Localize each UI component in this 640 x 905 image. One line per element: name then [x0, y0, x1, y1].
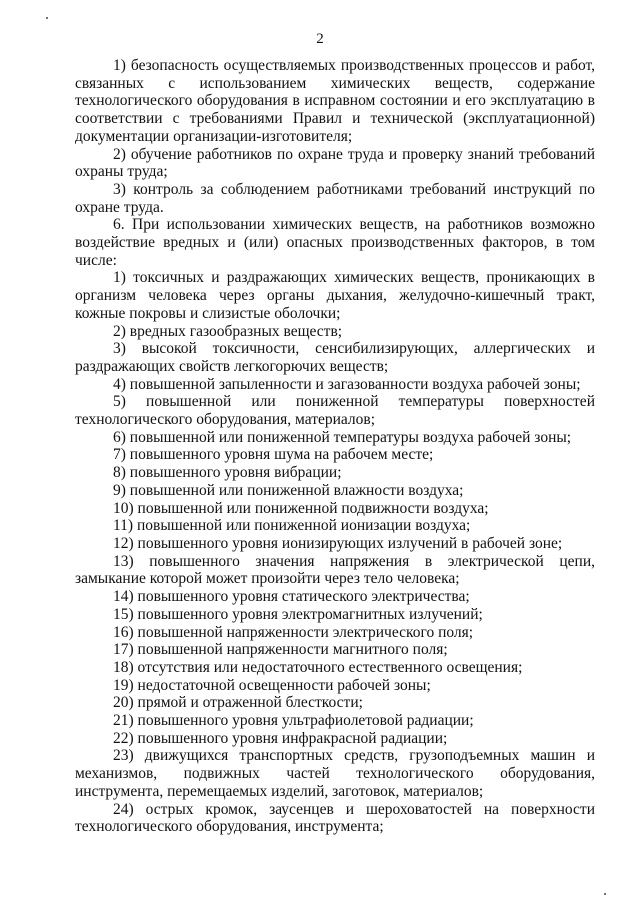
- page-number: 2: [316, 31, 324, 47]
- paragraph: 16) повышенной напряженности электрического поля;: [113, 623, 474, 641]
- paragraph: 6. При использовании химических веществ, на работников возможно воздействие вредных и (или) опасных производственных факторов, в том числе:: [75, 216, 595, 269]
- scan-speck: [604, 893, 606, 895]
- paragraph: 21) повышенного уровня ультрафиолетовой радиации;: [113, 712, 474, 730]
- paragraph: 22) повышенного уровня инфракрасной радиации;: [113, 729, 448, 747]
- paragraph: 3) контроль за соблюдением работниками требований инструкций по охране труда.: [75, 180, 595, 216]
- paragraph: 12) повышенного уровня ионизирующих излучений в рабочей зоне;: [113, 534, 563, 552]
- paragraph: 5) повышенной или пониженной температуры поверхностей технологического оборудования, материалов;: [75, 393, 595, 429]
- paragraph: 1) токсичных и раздражающих химических веществ, проникающих в организм человека через органы дыхания, желудочно-кишечный тракт, кожные покровы и слизистые оболочки;: [75, 269, 595, 322]
- paragraph: 9) повышенной или пониженной влажности воздуха;: [113, 481, 464, 499]
- paragraph: 8) повышенного уровня вибрации;: [113, 464, 342, 482]
- paragraph: 2) вредных газообразных веществ;: [113, 322, 343, 340]
- paragraph: 17) повышенной напряженности магнитного поля;: [113, 641, 448, 659]
- paragraph: 13) повышенного значения напряжения в электрической цепи, замыкание которой может произойти через тело человека;: [75, 552, 595, 588]
- paragraph: 1) безопасность осуществляемых производственных процессов и работ, связанных с использованием химических веществ, содержание технологического оборудования в исправном состоянии и его эксплуатацию в соответствии с требованиями Правил и технической (эксплуатационной) документации организации-изготовителя;: [75, 57, 595, 145]
- paragraph: 2) обучение работников по охране труда и проверку знаний требований охраны труда;: [75, 145, 595, 181]
- paragraph: 3) высокой токсичности, сенсибилизирующих, аллергических и раздражающих свойств легкогорючих веществ;: [75, 340, 595, 375]
- document-body: [75, 57, 595, 836]
- paragraph: 6) повышенной или пониженной температуры воздуха рабочей зоны;: [113, 428, 572, 446]
- paragraph: 20) прямой и отраженной блесткости;: [113, 694, 363, 712]
- paragraph: 23) движущихся транспортных средств, грузоподъемных машин и механизмов, подвижных частей технологического оборудования, инструмента, перемещаемых изделий, заготовок, материалов;: [75, 747, 595, 800]
- paragraph: 18) отсутствия или недостаточного естественного освещения;: [113, 658, 523, 676]
- paragraph: 4) повышенной запыленности и загазованности воздуха рабочей зоны;: [113, 375, 581, 393]
- paragraph: 11) повышенной или пониженной ионизации воздуха;: [113, 517, 471, 535]
- paragraph: 19) недостаточной освещенности рабочей зоны;: [113, 676, 431, 694]
- paragraph: 7) повышенного уровня шума на рабочем месте;: [113, 446, 434, 464]
- paragraph: 24) острых кромок, заусенцев и шероховатостей на поверхности технологического оборудования, инструмента;: [75, 800, 595, 836]
- scan-speck: [46, 17, 48, 19]
- paragraph: 15) повышенного уровня электромагнитных излучений;: [113, 605, 483, 623]
- paragraph: 14) повышенного уровня статического электричества;: [113, 588, 470, 606]
- paragraph: 10) повышенной или пониженной подвижности воздуха;: [113, 499, 489, 517]
